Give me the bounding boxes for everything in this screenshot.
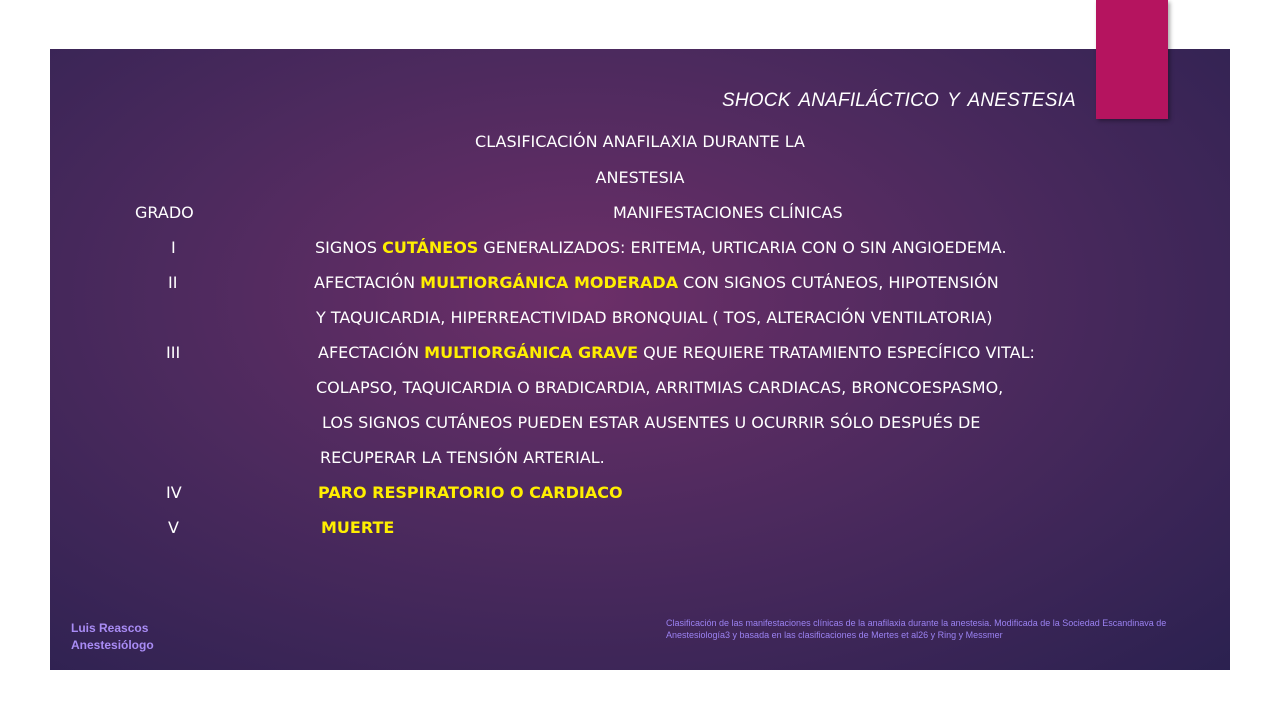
grade-3-line-4: RECUPERAR LA TENSIÓN ARTERIAL. (320, 448, 605, 467)
grade-3-text-pre: AFECTACIÓN (318, 343, 425, 362)
grade-2-text-pre: AFECTACIÓN (314, 273, 421, 292)
grade-1-text-post: GENERALIZADOS: ERITEMA, URTICARIA CON O SIN ANGIOEDEMA. (478, 238, 1007, 257)
grade-3-line-3: LOS SIGNOS CUTÁNEOS PUEDEN ESTAR AUSENTES U OCURRIR SÓLO DESPUÉS DE (322, 413, 981, 432)
author-role: Anestesiólogo (71, 638, 154, 652)
grade-2-description (314, 273, 999, 292)
author-name: Luis Reascos (71, 621, 149, 635)
subtitle-line-1: CLASIFICACIÓN ANAFILAXIA DURANTE LA (475, 132, 805, 151)
subtitle-line-2: ANESTESIA (595, 168, 685, 187)
grade-3-label: III (166, 343, 181, 362)
source-note: Clasificación de las manifestaciones clínicas de la anafilaxia durante la anestesia. Modificada de la Sociedad Escandinava de Anestesiología3 y basada en las clasificaciones de Mertes et al26 y Ring y Messmer (666, 618, 1167, 640)
header-grade: GRADO (135, 203, 194, 222)
grade-3-highlight: MULTIORGÁNICA GRAVE (424, 343, 639, 362)
grade-2-label: II (168, 273, 178, 292)
grade-3-line-2: COLAPSO, TAQUICARDIA O BRADICARDIA, ARRITMIAS CARDIACAS, BRONCOESPASMO, (316, 378, 1004, 397)
header-manifestations: MANIFESTACIONES CLÍNICAS (613, 203, 843, 222)
grade-3-text-post: QUE REQUIERE TRATAMIENTO ESPECÍFICO VITAL: (638, 343, 1035, 362)
grade-1-label: I (171, 238, 176, 257)
accent-tab (1096, 0, 1168, 119)
grade-1-text-pre: SIGNOS (315, 238, 383, 257)
grade-1-description (315, 238, 1007, 257)
grade-2-text-post: CON SIGNOS CUTÁNEOS, HIPOTENSIÓN (678, 273, 999, 292)
slide-title: SHOCK ANAFILÁCTICO Y ANESTESIA (722, 90, 1076, 111)
grade-4-label: IV (166, 483, 182, 502)
grade-3-description (318, 343, 1035, 362)
grade-5-label: V (168, 518, 179, 537)
grade-1-highlight: CUTÁNEOS (382, 238, 479, 257)
author-credit (71, 620, 154, 654)
grade-5-description: MUERTE (321, 518, 395, 537)
grade-4-description: PARO RESPIRATORIO O CARDIACO (318, 483, 623, 502)
grade-2-highlight: MULTIORGÁNICA MODERADA (420, 273, 679, 292)
grade-2-line-2: Y TAQUICARDIA, HIPERREACTIVIDAD BRONQUIAL ( TOS, ALTERACIÓN VENTILATORIA) (316, 308, 993, 327)
